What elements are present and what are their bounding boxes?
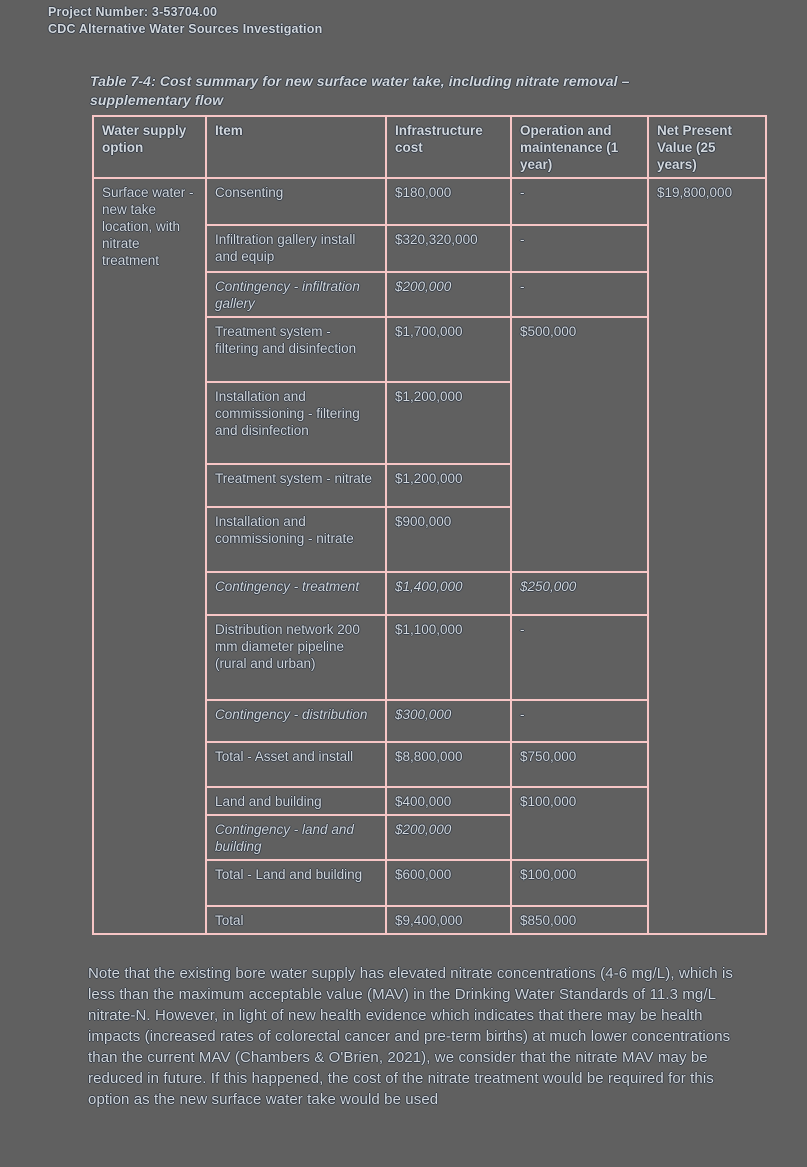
col-header-operation-maintenance: Operation and maintenance (1 year) [511,116,648,178]
table-row [93,178,766,225]
infrastructure-cost-cell: $1,200,000 [386,464,511,507]
infrastructure-cost-cell: $600,000 [386,860,511,906]
water-supply-option-cell: Surface water - new take location, with nitrate treatment [93,178,206,934]
col-header-infrastructure-cost: Infrastructure cost [386,116,511,178]
item-cell: Treatment system - nitrate [206,464,386,507]
item-cell: Contingency - treatment [206,572,386,615]
table-caption: Table 7-4: Cost summary for new surface water take, including nitrate removal – supplementary flow [90,73,630,108]
operation-maintenance-cell: $500,000 [511,317,648,572]
infrastructure-cost-cell: $8,800,000 [386,742,511,787]
table-header-row [93,116,766,178]
item-cell: Total [206,906,386,934]
operation-maintenance-cell: $750,000 [511,742,648,787]
item-cell: Contingency - land and building [206,815,386,860]
infrastructure-cost-cell: $180,000 [386,178,511,225]
infrastructure-cost-cell: $1,200,000 [386,382,511,464]
infrastructure-cost-cell: $200,000 [386,815,511,860]
item-cell: Consenting [206,178,386,225]
project-number: Project Number: 3-53704.00 [48,5,218,19]
operation-maintenance-cell: - [511,225,648,272]
operation-maintenance-cell: - [511,178,648,225]
infrastructure-cost-cell: $1,700,000 [386,317,511,382]
col-header-net-present-value: Net Present Value (25 years) [648,116,766,178]
col-header-item: Item [206,116,386,178]
item-cell: Installation and commissioning - filtering and disinfection [206,382,386,464]
note-paragraph: Note that the existing bore water supply has elevated nitrate concentrations (4-6 mg/L), which is less than the maximum acceptable value (MAV) in the Drinking Water Standards of 11.3 mg/L nitrate-N. However, in light of new health evidence which indicates that there may be health impacts (increased rates of colorectal cancer and pre-term births) at much lower concentrations than the current MAV (Chambers & O'Brien, 2021), we consider that the nitrate MAV may be reduced in future. If this happened, the cost of the nitrate treatment would be required for this option as the new surface water take would be used [88,965,734,1108]
cost-summary-table [92,115,767,935]
infrastructure-cost-cell: $1,100,000 [386,615,511,700]
infrastructure-cost-cell: $200,000 [386,272,511,317]
item-cell: Infiltration gallery install and equip [206,225,386,272]
item-cell: Treatment system - filtering and disinfection [206,317,386,382]
project-title: CDC Alternative Water Sources Investigation [48,22,323,36]
infrastructure-cost-cell: $900,000 [386,507,511,572]
document-header [48,4,322,38]
infrastructure-cost-cell: $9,400,000 [386,906,511,934]
operation-maintenance-cell: $850,000 [511,906,648,934]
operation-maintenance-cell: $100,000 [511,860,648,906]
operation-maintenance-cell: - [511,272,648,317]
item-cell: Installation and commissioning - nitrate [206,507,386,572]
operation-maintenance-cell: - [511,615,648,700]
col-header-water-supply-option: Water supply option [93,116,206,178]
item-cell: Land and building [206,787,386,815]
item-cell: Total - Land and building [206,860,386,906]
item-cell: Contingency - infiltration gallery [206,272,386,317]
operation-maintenance-cell: $250,000 [511,572,648,615]
operation-maintenance-cell: - [511,700,648,742]
item-cell: Contingency - distribution [206,700,386,742]
operation-maintenance-cell: $100,000 [511,787,648,860]
infrastructure-cost-cell: $300,000 [386,700,511,742]
infrastructure-cost-cell: $1,400,000 [386,572,511,615]
infrastructure-cost-cell: $320,320,000 [386,225,511,272]
infrastructure-cost-cell: $400,000 [386,787,511,815]
net-present-value-cell: $19,800,000 [648,178,766,934]
item-cell: Distribution network 200 mm diameter pipeline (rural and urban) [206,615,386,700]
item-cell: Total - Asset and install [206,742,386,787]
